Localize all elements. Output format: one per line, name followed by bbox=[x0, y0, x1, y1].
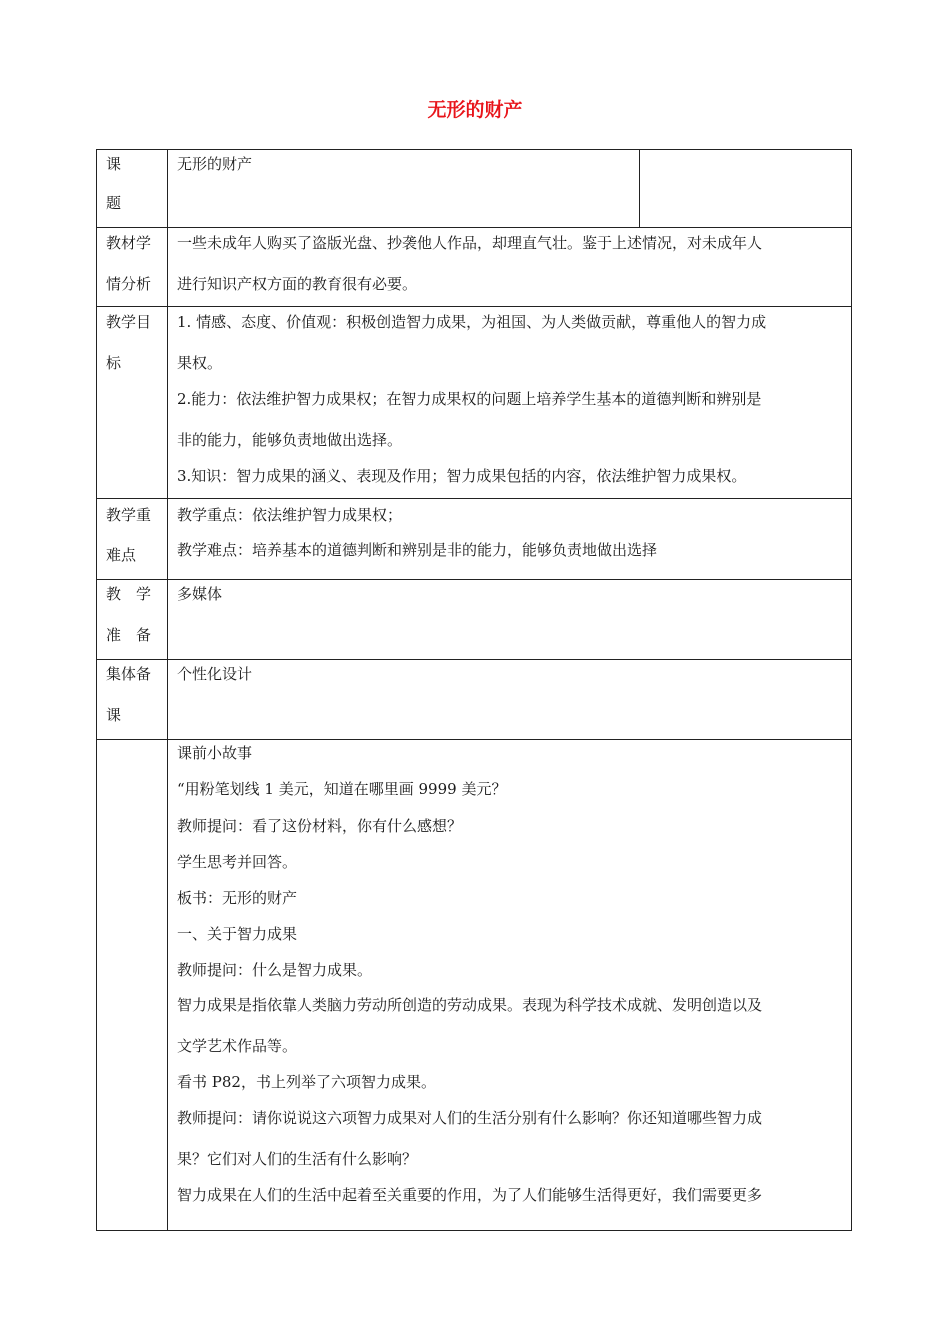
analysis-label-line-1: 教材学 bbox=[106, 234, 152, 252]
process-line: 果？它们对人们的生活有什么影响？ bbox=[177, 1150, 418, 1168]
process-line: 学生思考并回答。 bbox=[177, 853, 298, 871]
goals-line: 非的能力，能够负责地做出选择。 bbox=[177, 431, 403, 449]
goals-label-line-2: 标 bbox=[106, 354, 122, 372]
analysis-line: 一些未成年人购买了盗版光盘、抄袭他人作品，却理直气壮。鉴于上述情况，对未成年人 bbox=[177, 234, 763, 252]
row-divider bbox=[96, 579, 852, 580]
table-border-right bbox=[851, 149, 852, 1230]
process-line: 教师提问：什么是智力成果。 bbox=[177, 961, 373, 979]
process-line: 一、关于智力成果 bbox=[177, 925, 298, 943]
process-line: “用粉笔划线 1 美元，知道在哪里画 9999 美元？ bbox=[177, 780, 507, 798]
row-divider bbox=[96, 227, 852, 228]
goals-line: 3.知识：智力成果的涵义、表现及作用；智力成果包括的内容，依法维护智力成果权。 bbox=[177, 467, 747, 485]
process-line: 文学艺术作品等。 bbox=[177, 1037, 298, 1055]
process-line: 课前小故事 bbox=[177, 744, 253, 762]
keypoints-label-line-1: 教学重 bbox=[106, 506, 152, 524]
collective-label-line-1: 集体备 bbox=[106, 665, 152, 683]
goals-line: 果权。 bbox=[177, 354, 223, 372]
topic-label-line-2: 题 bbox=[106, 194, 122, 212]
analysis-label-line-2: 情分析 bbox=[106, 275, 152, 293]
table-border-left bbox=[96, 149, 97, 1230]
prep-value: 多媒体 bbox=[177, 585, 223, 603]
process-line: 教师提问：看了这份材料，你有什么感想？ bbox=[177, 817, 463, 835]
keypoints-label-line-2: 难点 bbox=[106, 546, 137, 564]
collective-label-line-2: 课 bbox=[106, 706, 122, 724]
keypoints-line: 教学难点：培养基本的道德判断和辨别是非的能力，能够负责地做出选择 bbox=[177, 541, 658, 559]
table-border-bottom bbox=[96, 1230, 852, 1231]
goals-label-line-1: 教学目 bbox=[106, 313, 152, 331]
row-divider bbox=[96, 659, 852, 660]
keypoints-line: 教学重点：依法维护智力成果权； bbox=[177, 506, 403, 524]
goals-line: 1. 情感、态度、价值观：积极创造智力成果，为祖国、为人类做贡献，尊重他人的智力成 bbox=[177, 313, 767, 331]
page-title: 无形的财产 bbox=[427, 99, 523, 121]
process-line: 智力成果是指依靠人类脑力劳动所创造的劳动成果。表现为科学技术成就、发明创造以及 bbox=[177, 996, 763, 1014]
row-divider bbox=[96, 498, 852, 499]
row-divider bbox=[96, 739, 852, 740]
topic-label-line-1: 课 bbox=[106, 155, 122, 173]
process-line: 智力成果在人们的生活中起着至关重要的作用，为了人们能够生活得更好，我们需要更多 bbox=[177, 1186, 763, 1204]
prep-label-line-1: 教 学 bbox=[106, 585, 152, 603]
lesson-plan-table bbox=[96, 149, 851, 1230]
topic-extra-divider bbox=[639, 149, 640, 227]
process-line: 板书：无形的财产 bbox=[177, 889, 298, 907]
process-line: 教师提问：请你说说这六项智力成果对人们的生活分别有什么影响？你还知道哪些智力成 bbox=[177, 1109, 763, 1127]
prep-label-line-2: 准 备 bbox=[106, 626, 152, 644]
row-divider bbox=[96, 306, 852, 307]
topic-value: 无形的财产 bbox=[177, 155, 253, 173]
process-line: 看书 P82，书上列举了六项智力成果。 bbox=[177, 1073, 436, 1091]
analysis-line: 进行知识产权方面的教育很有必要。 bbox=[177, 275, 418, 293]
goals-line: 2.能力：依法维护智力成果权；在智力成果权的问题上培养学生基本的道德判断和辨别是 bbox=[177, 390, 762, 408]
collective-value: 个性化设计 bbox=[177, 665, 253, 683]
table-border-top bbox=[96, 149, 852, 150]
column-divider bbox=[167, 149, 168, 1230]
